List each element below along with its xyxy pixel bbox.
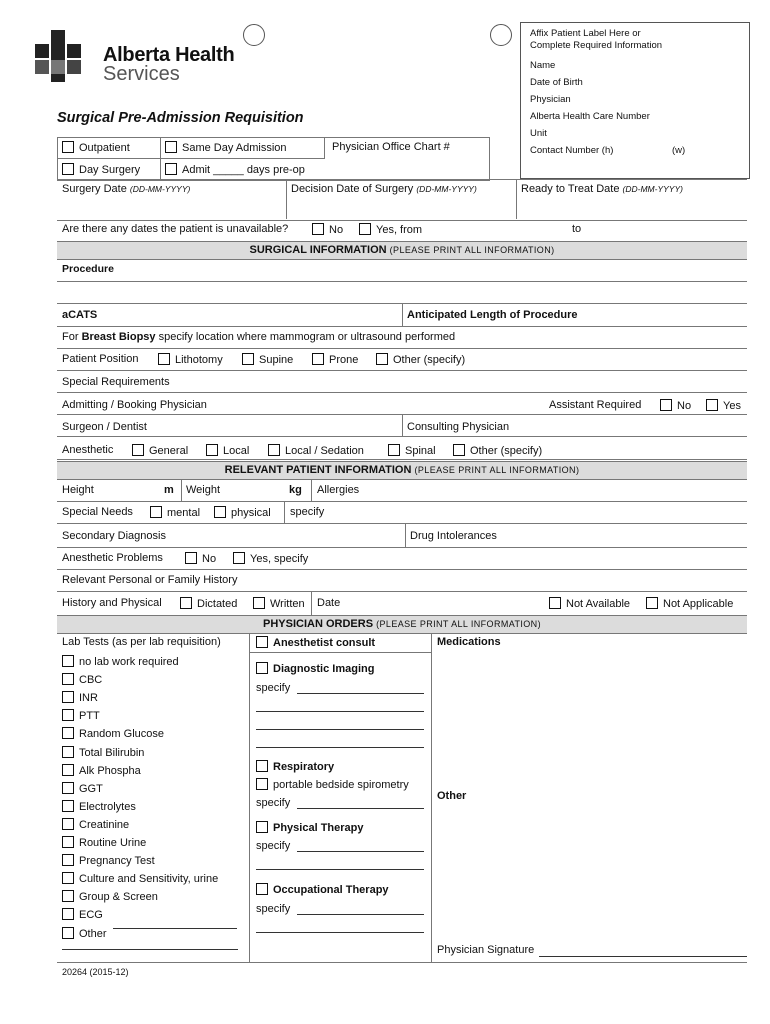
lab-test-label: INR [79, 692, 98, 705]
lab-test-label: Electrolytes [79, 800, 136, 813]
label-ahcn: Alberta Health Care Number [530, 111, 650, 122]
lab-test-label: Routine Urine [79, 837, 147, 849]
label-contact: Contact Number (h) [530, 145, 614, 156]
anesthetic-label: Anesthetic [62, 444, 114, 456]
lab-test-label: Culture and Sensitivity, urine [79, 873, 219, 886]
lab-test-label: CBC [79, 674, 103, 687]
label-contact-w: (w) [672, 145, 686, 156]
position-other-checkbox[interactable] [376, 353, 388, 365]
admit-option[interactable]: Admit _____ days pre-op [165, 163, 305, 176]
lab-test-label: Pregnancy Test [79, 855, 155, 868]
admit-checkbox[interactable] [165, 163, 177, 175]
day-surgery-checkbox[interactable] [62, 163, 74, 175]
outpatient-checkbox[interactable] [62, 141, 74, 153]
respiratory-checkbox[interactable] [256, 760, 268, 772]
ot-specify[interactable]: specify [256, 903, 291, 915]
label-unit: Unit [530, 128, 547, 139]
spinal-checkbox[interactable] [388, 444, 400, 456]
lab-test-item[interactable] [62, 890, 158, 903]
lab-test-checkbox[interactable] [62, 927, 74, 939]
admitting-label[interactable]: Admitting / Booking Physician [62, 399, 207, 411]
lab-test-label: PTT [79, 710, 100, 723]
respiratory-option[interactable]: Respiratory [256, 760, 334, 773]
supine-checkbox[interactable] [242, 353, 254, 365]
assistant-yes-checkbox[interactable] [706, 399, 718, 411]
lab-test-label: Other [79, 927, 107, 940]
lab-test-label: Alk Phospha [79, 764, 141, 777]
lab-test-item[interactable] [62, 927, 107, 940]
local-option[interactable]: Local [206, 444, 249, 457]
surgery-date-label[interactable]: Surgery Date (DD-MM-YYYY) [62, 183, 191, 195]
assistant-yes[interactable]: Yes [706, 399, 741, 412]
decision-date-label[interactable]: Decision Date of Surgery (DD-MM-YYYY) [291, 183, 477, 195]
hp-date-label[interactable]: Date [317, 597, 341, 609]
assistant-no[interactable]: No [660, 399, 691, 412]
label-heading1: Affix Patient Label Here or [530, 28, 641, 39]
physical-therapy-option[interactable]: Physical Therapy [256, 821, 364, 834]
height-label[interactable]: Height [62, 484, 94, 496]
medications-label[interactable]: Medications [437, 636, 501, 648]
day-surgery-option[interactable]: Day Surgery [62, 163, 140, 176]
label-dob: Date of Birth [530, 77, 583, 88]
signature-label: Physician Signature [437, 944, 535, 956]
consulting-label[interactable]: Consulting Physician [407, 421, 510, 433]
dictated-option[interactable]: Dictated [180, 597, 237, 610]
lab-test-checkbox[interactable] [62, 709, 74, 721]
lab-test-checkbox[interactable] [62, 673, 74, 685]
local-sedation-checkbox[interactable] [268, 444, 280, 456]
lithotomy-option[interactable]: Lithotomy [158, 353, 223, 366]
general-checkbox[interactable] [132, 444, 144, 456]
special-needs-label: Special Needs [62, 506, 133, 518]
local-checkbox[interactable] [206, 444, 218, 456]
anes-problems-label: Anesthetic Problems [62, 552, 163, 564]
lab-test-checkbox[interactable] [62, 691, 74, 703]
hp-label: History and Physical [62, 597, 162, 609]
lab-test-checkbox[interactable] [62, 890, 74, 902]
lab-test-item[interactable] [62, 800, 136, 813]
lab-tests-title: Lab Tests (as per lab requisition) [62, 636, 221, 648]
lab-test-label: Creatinine [79, 818, 130, 831]
unavailable-no-checkbox[interactable] [312, 223, 324, 235]
surgeon-label[interactable]: Surgeon / Dentist [62, 421, 147, 433]
procedure-label[interactable]: Procedure [62, 263, 114, 275]
breast-biopsy-label[interactable]: For Breast Biopsy specify location where mammogram or ultrasound performed [62, 331, 456, 343]
lab-test-item[interactable] [62, 872, 218, 885]
local-sedation-option[interactable]: Local / Sedation [268, 444, 364, 457]
unavailable-question: Are there any dates the patient is unavailable? [62, 223, 289, 235]
lab-test-checkbox[interactable] [62, 764, 74, 776]
lab-test-checkbox[interactable] [62, 746, 74, 758]
lab-test-item[interactable] [62, 709, 100, 722]
not-applicable-option[interactable]: Not Applicable [646, 597, 733, 610]
ready-date-label[interactable]: Ready to Treat Date (DD-MM-YYYY) [521, 183, 683, 195]
lab-test-checkbox[interactable] [62, 818, 74, 830]
patient-info-header: RELEVANT PATIENT INFORMATION (PLEASE PRINT ALL INFORMATION) [57, 461, 747, 480]
physician-orders-header: PHYSICIAN ORDERS (PLEASE PRINT ALL INFORMATION) [57, 615, 747, 634]
lab-test-item[interactable] [62, 655, 179, 668]
lab-test-item[interactable] [62, 691, 98, 704]
family-history-label[interactable]: Relevant Personal or Family History [62, 574, 238, 586]
anes-problems-no-checkbox[interactable] [185, 552, 197, 564]
anesthetist-option[interactable]: Anesthetist consult [256, 636, 375, 649]
lab-test-checkbox[interactable] [62, 872, 74, 884]
lab-test-item[interactable] [62, 836, 146, 849]
unavailable-yes[interactable]: Yes, from [359, 223, 422, 236]
lab-test-label: Total Bilirubin [79, 746, 145, 759]
binder-hole-left [243, 24, 265, 46]
mental-option[interactable]: mental [150, 506, 200, 519]
spirometry-checkbox[interactable] [256, 778, 268, 790]
label-name: Name [530, 60, 556, 71]
general-option[interactable]: General [132, 444, 188, 457]
weight-label[interactable]: Weight [186, 484, 221, 496]
lithotomy-checkbox[interactable] [158, 353, 170, 365]
same-day-option[interactable]: Same Day Admission [165, 141, 287, 154]
lab-test-item[interactable] [62, 818, 129, 831]
physical-therapy-checkbox[interactable] [256, 821, 268, 833]
lab-test-label: Group & Screen [79, 891, 158, 904]
written-option[interactable]: Written [253, 597, 305, 610]
diagnostic-specify[interactable]: specify [256, 682, 291, 694]
form-title: Surgical Pre-Admission Requisition [57, 110, 304, 126]
acats-label[interactable]: aCATS [62, 309, 98, 321]
signature-line[interactable] [539, 956, 747, 957]
lab-test-item[interactable] [62, 764, 141, 777]
respiratory-specify[interactable]: specify [256, 797, 291, 809]
pt-specify[interactable]: specify [256, 840, 291, 852]
unavailable-no[interactable]: No [312, 223, 343, 236]
spirometry-option[interactable]: portable bedside spirometry [256, 778, 409, 791]
not-available-checkbox[interactable] [549, 597, 561, 609]
assistant-no-checkbox[interactable] [660, 399, 672, 411]
unavailable-to: to [572, 223, 582, 235]
lab-test-checkbox[interactable] [62, 782, 74, 794]
diagnostic-checkbox[interactable] [256, 662, 268, 674]
not-applicable-checkbox[interactable] [646, 597, 658, 609]
prone-option[interactable]: Prone [312, 353, 358, 366]
lab-test-checkbox[interactable] [62, 908, 74, 920]
lab-test-checkbox[interactable] [62, 800, 74, 812]
anesthetist-checkbox[interactable] [256, 636, 268, 648]
allergies-label[interactable]: Allergies [317, 484, 360, 496]
drug-intolerances-label[interactable]: Drug Intolerances [410, 530, 497, 542]
lab-test-item[interactable] [62, 746, 144, 759]
lab-test-item[interactable] [62, 727, 164, 740]
assistant-label: Assistant Required [549, 399, 642, 411]
occupational-therapy-option[interactable]: Occupational Therapy [256, 883, 389, 896]
lab-test-label: ECG [79, 909, 103, 922]
binder-hole-right [490, 24, 512, 46]
lab-test-item[interactable] [62, 782, 103, 795]
logo-text-line1: Alberta Health [103, 44, 235, 66]
anes-problems-yes[interactable]: Yes, specify [233, 552, 308, 565]
outpatient-option[interactable]: Outpatient [62, 141, 130, 154]
anesthetic-other-checkbox[interactable] [453, 444, 465, 456]
height-unit: m [164, 484, 174, 496]
physical-checkbox[interactable] [214, 506, 226, 518]
surgical-info-header: SURGICAL INFORMATION (PLEASE PRINT ALL INFORMATION) [57, 241, 747, 260]
lab-test-label: GGT [79, 782, 103, 795]
weight-unit: kg [289, 484, 302, 496]
special-req-label[interactable]: Special Requirements [62, 376, 170, 388]
supine-option[interactable]: Supine [242, 353, 293, 366]
secondary-diagnosis-label[interactable]: Secondary Diagnosis [62, 530, 166, 542]
position-label: Patient Position [62, 353, 139, 365]
lab-test-checkbox[interactable] [62, 655, 74, 667]
anes-problems-no[interactable]: No [185, 552, 216, 565]
anesthetic-other-option[interactable]: Other (specify) [453, 444, 542, 457]
same-day-checkbox[interactable] [165, 141, 177, 153]
spinal-option[interactable]: Spinal [388, 444, 436, 457]
lab-test-label: no lab work required [79, 656, 179, 668]
physical-option[interactable]: physical [214, 506, 271, 519]
lab-test-label: Random Glucose [79, 728, 164, 741]
lab-test-item[interactable] [62, 673, 102, 686]
lab-test-checkbox[interactable] [62, 854, 74, 866]
occupational-therapy-checkbox[interactable] [256, 883, 268, 895]
lab-test-item[interactable] [62, 908, 103, 921]
label-physician: Physician [530, 94, 571, 105]
prone-checkbox[interactable] [312, 353, 324, 365]
length-label[interactable]: Anticipated Length of Procedure [407, 309, 578, 321]
form-code: 20264 (2015-12) [62, 967, 129, 977]
diagnostic-option[interactable]: Diagnostic Imaging [256, 662, 374, 675]
label-heading2: Complete Required Information [530, 40, 663, 51]
special-needs-specify[interactable]: specify [290, 506, 325, 518]
lab-test-item[interactable] [62, 854, 155, 867]
dictated-checkbox[interactable] [180, 597, 192, 609]
mental-checkbox[interactable] [150, 506, 162, 518]
written-checkbox[interactable] [253, 597, 265, 609]
other-label[interactable]: Other [437, 790, 467, 802]
unavailable-yes-checkbox[interactable] [359, 223, 371, 235]
chart-label: Physician Office Chart # [332, 141, 450, 153]
not-available-option[interactable]: Not Available [549, 597, 630, 610]
lab-test-checkbox[interactable] [62, 727, 74, 739]
ahs-logo [35, 30, 97, 82]
anes-problems-yes-checkbox[interactable] [233, 552, 245, 564]
position-other-option[interactable]: Other (specify) [376, 353, 465, 366]
lab-test-checkbox[interactable] [62, 836, 74, 848]
logo-text-line2: Services [103, 63, 180, 85]
